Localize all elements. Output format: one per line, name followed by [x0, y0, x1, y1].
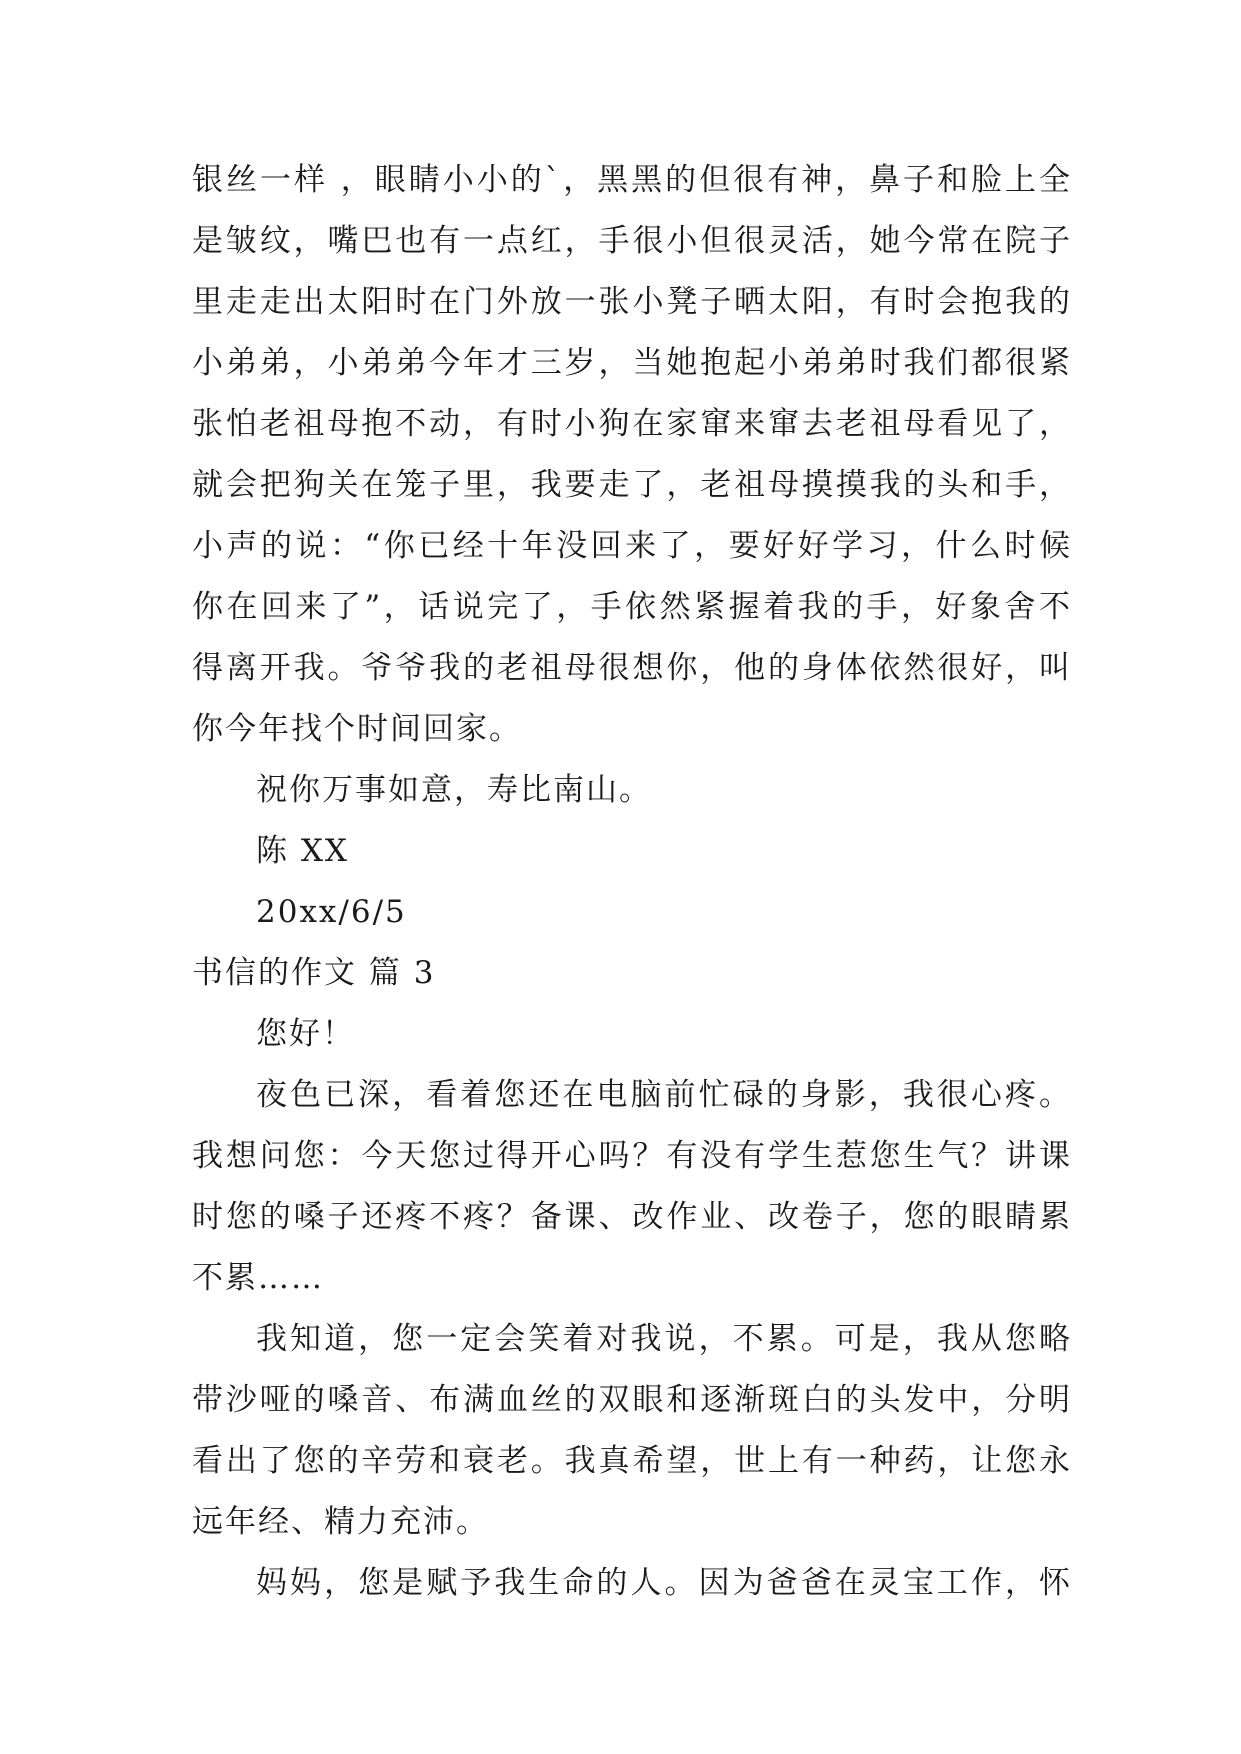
section-heading: 书信的作文 篇 3	[192, 955, 436, 991]
letter-date: 20xx/6/5	[256, 894, 407, 930]
body-text-line: 你今年找个时间回家。	[192, 711, 522, 747]
body-text-line: 得离开我。爷爷我的老祖母很想你，他的身体依然很好，叫	[192, 650, 1072, 686]
body-text-line: 时您的嗓子还疼不疼？备课、改作业、改卷子，您的眼睛累	[192, 1199, 1072, 1235]
body-text-line: 不累……	[192, 1260, 324, 1296]
body-text-line: 妈妈，您是赋予我生命的人。因为爸爸在灵宝工作，怀	[256, 1565, 1072, 1601]
body-text-line: 远年经、精力充沛。	[192, 1504, 489, 1540]
body-text-line: 带沙哑的嗓音、布满血丝的双眼和逐渐斑白的头发中，分明	[192, 1382, 1072, 1418]
body-text-line: 我想问您：今天您过得开心吗？有没有学生惹您生气？讲课	[192, 1138, 1072, 1174]
body-text-line: 看出了您的辛劳和衰老。我真希望，世上有一种药，让您永	[192, 1443, 1072, 1479]
body-text-line: 银丝一样 ，眼睛小小的`，黑黑的但很有神，鼻子和脸上全	[192, 162, 1072, 198]
greeting: 您好！	[256, 1016, 355, 1052]
body-text-line: 张怕老祖母抱不动，有时小狗在家窜来窜去老祖母看见了，	[192, 406, 1072, 442]
body-text-line: 就会把狗关在笼子里，我要走了，老祖母摸摸我的头和手，	[192, 467, 1072, 503]
body-text-line: 里走走出太阳时在门外放一张小凳子晒太阳，有时会抱我的	[192, 284, 1072, 320]
signature: 陈 XX	[256, 833, 349, 869]
body-text-line: 我知道，您一定会笑着对我说，不累。可是，我从您略	[256, 1321, 1072, 1357]
body-text-line: 小声的说：“你已经十年没回来了，要好好学习，什么时候	[192, 528, 1072, 564]
closing-wish: 祝你万事如意，寿比南山。	[256, 772, 652, 808]
body-text-line: 夜色已深，看着您还在电脑前忙碌的身影，我很心疼。	[256, 1077, 1072, 1113]
body-text-line: 小弟弟，小弟弟今年才三岁，当她抱起小弟弟时我们都很紧	[192, 345, 1072, 381]
body-text-line: 是皱纹，嘴巴也有一点红，手很小但很灵活，她今常在院子	[192, 223, 1072, 259]
body-text-line: 你在回来了”，话说完了，手依然紧握着我的手，好象舍不	[192, 589, 1072, 625]
